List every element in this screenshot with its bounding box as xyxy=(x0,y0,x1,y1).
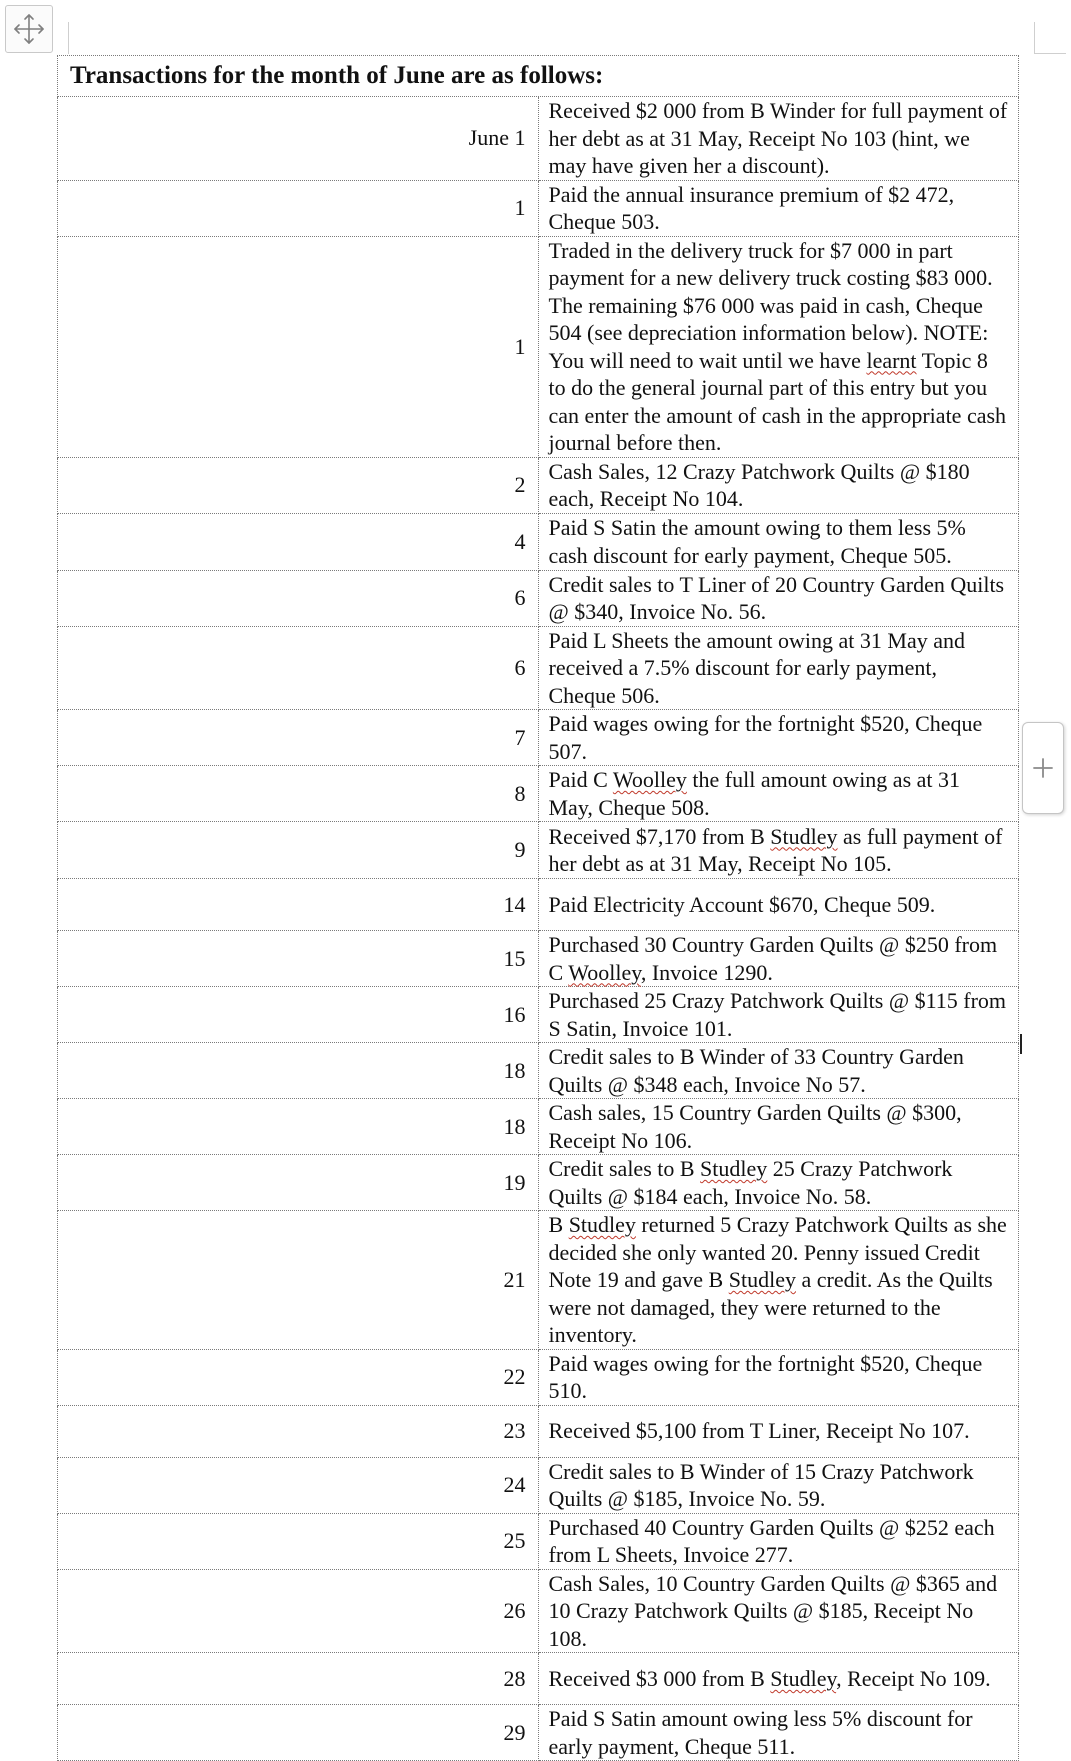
date-cell: 1 xyxy=(58,236,539,457)
description-cell: Received $2 000 from B Winder for full payment of her debt as at 31 May, Receipt No 103 (hint, we may have given her a discount). xyxy=(538,97,1019,181)
table-title-row xyxy=(58,56,1019,97)
table-row xyxy=(58,1043,1019,1099)
table-row xyxy=(58,822,1019,879)
margin-mark-right xyxy=(1034,22,1066,54)
table-row xyxy=(58,987,1019,1043)
date-cell: 25 xyxy=(58,1513,539,1569)
table-row xyxy=(58,1211,1019,1350)
margin-mark-left xyxy=(68,22,69,54)
table-row xyxy=(58,1349,1019,1405)
date-cell: 18 xyxy=(58,1043,539,1099)
table-row xyxy=(58,570,1019,626)
description-cell: Purchased 40 Country Garden Quilts @ $252 each from L Sheets, Invoice 277. xyxy=(538,1513,1019,1569)
date-cell: 16 xyxy=(58,987,539,1043)
description-cell: Paid C Woolley the full amount owing as at 31 May, Cheque 508. xyxy=(538,766,1019,822)
table-row xyxy=(58,1513,1019,1569)
date-cell: 9 xyxy=(58,822,539,879)
date-cell: 19 xyxy=(58,1155,539,1211)
date-cell: 21 xyxy=(58,1211,539,1350)
date-cell: 8 xyxy=(58,766,539,822)
description-cell: Cash Sales, 12 Crazy Patchwork Quilts @ $180 each, Receipt No 104. xyxy=(538,457,1019,513)
description-cell: Purchased 25 Crazy Patchwork Quilts @ $115 from S Satin, Invoice 101. xyxy=(538,987,1019,1043)
move-arrows-icon xyxy=(12,12,46,46)
table-title: Transactions for the month of June are as follows: xyxy=(58,56,1019,97)
table-row xyxy=(58,97,1019,181)
table-row xyxy=(58,1653,1019,1705)
date-cell: June 1 xyxy=(58,97,539,181)
table-row xyxy=(58,1569,1019,1653)
date-cell: 6 xyxy=(58,626,539,710)
description-cell: Paid Electricity Account $670, Cheque 509. xyxy=(538,879,1019,931)
table-move-handle[interactable] xyxy=(5,5,53,53)
date-cell: 2 xyxy=(58,457,539,513)
table-row xyxy=(58,626,1019,710)
date-cell: 22 xyxy=(58,1349,539,1405)
date-cell: 6 xyxy=(58,570,539,626)
table-row xyxy=(58,180,1019,236)
table-row xyxy=(58,879,1019,931)
add-row-button[interactable] xyxy=(1022,722,1064,814)
description-cell: Purchased 30 Country Garden Quilts @ $250 from C Woolley, Invoice 1290. xyxy=(538,931,1019,987)
description-cell: B Studley returned 5 Crazy Patchwork Quilts as she decided she only wanted 20. Penny issued Credit Note 19 and gave B Studley a credit. As the Quilts were not damaged, they were returned to the inventory. xyxy=(538,1211,1019,1350)
spellcheck-mark: Studley xyxy=(728,1267,796,1292)
description-cell: Paid wages owing for the fortnight $520, Cheque 510. xyxy=(538,1349,1019,1405)
spellcheck-mark: Studley xyxy=(568,1212,636,1237)
date-cell: 23 xyxy=(58,1405,539,1457)
table-row xyxy=(58,710,1019,766)
description-cell: Cash Sales, 10 Country Garden Quilts @ $365 and 10 Crazy Patchwork Quilts @ $185, Receipt No 108. xyxy=(538,1569,1019,1653)
table-row xyxy=(58,1705,1019,1761)
spellcheck-mark: Studley xyxy=(700,1156,768,1181)
description-cell: Received $7,170 from B Studley as full payment of her debt as at 31 May, Receipt No 105. xyxy=(538,822,1019,879)
text-cursor xyxy=(1020,1034,1022,1054)
description-cell: Paid S Satin amount owing less 5% discount for early payment, Cheque 511. xyxy=(538,1705,1019,1761)
date-cell: 24 xyxy=(58,1457,539,1513)
table-row xyxy=(58,513,1019,570)
description-cell: Paid S Satin the amount owing to them less 5% cash discount for early payment, Cheque 505. xyxy=(538,513,1019,570)
spellcheck-mark: learnt xyxy=(866,347,917,373)
description-cell: Paid L Sheets the amount owing at 31 May and received a 7.5% discount for early payment, Cheque 506. xyxy=(538,626,1019,710)
description-cell: Credit sales to B Winder of 15 Crazy Patchwork Quilts @ $185, Invoice No. 59. xyxy=(538,1457,1019,1513)
description-cell: Paid wages owing for the fortnight $520, Cheque 507. xyxy=(538,710,1019,766)
table-row xyxy=(58,1155,1019,1211)
table-row xyxy=(58,457,1019,513)
description-cell: Received $5,100 from T Liner, Receipt No 107. xyxy=(538,1405,1019,1457)
date-cell: 4 xyxy=(58,513,539,570)
description-cell: Received $3 000 from B Studley, Receipt No 109. xyxy=(538,1653,1019,1705)
table-row xyxy=(58,1099,1019,1155)
date-cell: 26 xyxy=(58,1569,539,1653)
description-cell: Cash sales, 15 Country Garden Quilts @ $300, Receipt No 106. xyxy=(538,1099,1019,1155)
table-row xyxy=(58,931,1019,987)
date-cell: 29 xyxy=(58,1705,539,1761)
spellcheck-mark: Woolley xyxy=(568,959,641,985)
description-cell: Credit sales to B Studley 25 Crazy Patchwork Quilts @ $184 each, Invoice No. 58. xyxy=(538,1155,1019,1211)
date-cell: 18 xyxy=(58,1099,539,1155)
transactions-table xyxy=(57,55,1019,1761)
document-page xyxy=(57,55,1019,1761)
table-row xyxy=(58,1405,1019,1457)
spellcheck-mark: Studley xyxy=(770,1665,837,1691)
table-row xyxy=(58,236,1019,457)
table-row xyxy=(58,766,1019,822)
date-cell: 28 xyxy=(58,1653,539,1705)
date-cell: 7 xyxy=(58,710,539,766)
date-cell: 14 xyxy=(58,879,539,931)
date-cell: 15 xyxy=(58,931,539,987)
spellcheck-mark: Woolley xyxy=(612,767,687,792)
date-cell: 1 xyxy=(58,180,539,236)
description-cell: Paid the annual insurance premium of $2 472, Cheque 503. xyxy=(538,180,1019,236)
plus-icon xyxy=(1032,757,1054,779)
spellcheck-mark: Studley xyxy=(770,823,838,849)
description-cell: Traded in the delivery truck for $7 000 in part payment for a new delivery truck costing $83 000. The remaining $76 000 was paid in cash, Cheque 504 (see depreciation information below). NOTE: You will need to wait until we have learnt Topic 8 to do the general journal part of this entry but you can enter the amount of cash in the appropriate cash journal before then. xyxy=(538,236,1019,457)
description-cell: Credit sales to T Liner of 20 Country Garden Quilts @ $340, Invoice No. 56. xyxy=(538,570,1019,626)
description-cell: Credit sales to B Winder of 33 Country Garden Quilts @ $348 each, Invoice No 57. xyxy=(538,1043,1019,1099)
table-row xyxy=(58,1457,1019,1513)
